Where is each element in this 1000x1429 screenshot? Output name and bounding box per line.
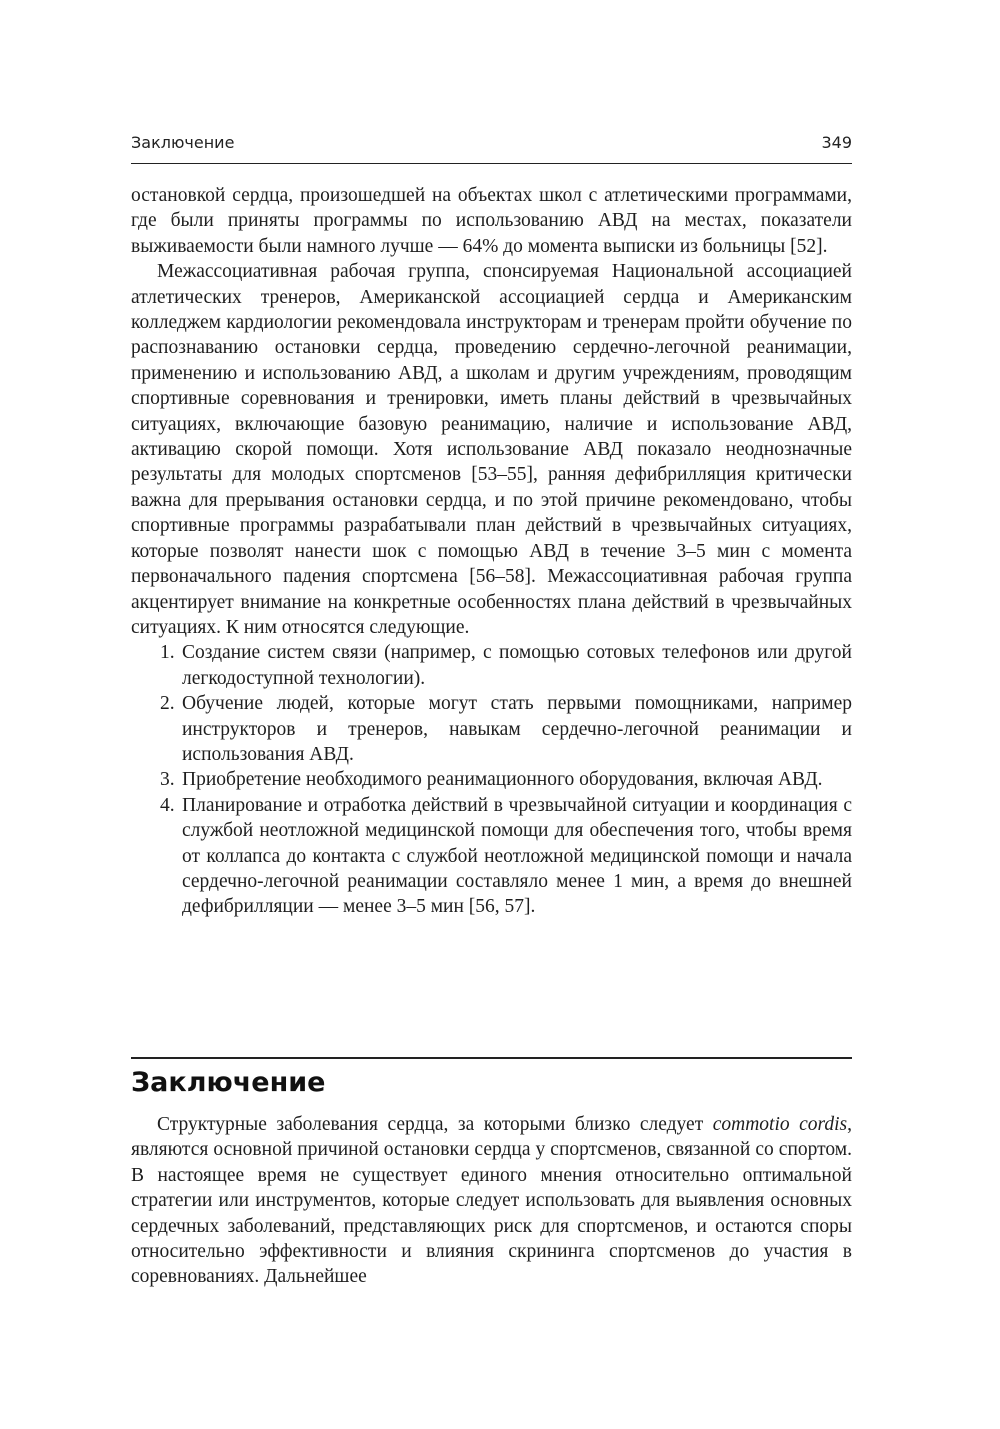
list-item-text: Создание систем связи (например, с помощью сотовых телефонов или другой легкодоступной технологии).: [182, 642, 852, 689]
list-item-number: 1.: [160, 642, 175, 664]
emergency-plan-list: [131, 640, 852, 919]
list-item: [131, 793, 852, 920]
list-item: [131, 767, 852, 792]
section-heading: Заключение: [131, 1067, 326, 1098]
header-divider: [131, 163, 852, 164]
list-item-number: 3.: [160, 769, 175, 791]
conclusion-rest: , являются основной причиной остановки сердца у спортсменов, связанной со спортом. В настоящее время не существует единого мнения относительно оптимальной стратегии или инструментов, которые следует использовать для выявления основных сердечных заболеваний, представляющих риск для спортсменов, и остаются споры относительно эффективности и влияния скрининга спортсменов до участия в соревнованиях. Дальнейшее: [131, 1114, 852, 1288]
list-item-number: 2.: [160, 693, 175, 715]
section-divider: [131, 1057, 852, 1059]
conclusion-paragraph: [131, 1112, 852, 1290]
list-item-text: Планирование и отработка действий в чрезвычайной ситуации и координация с службой неотложной медицинской помощи для обеспечения того, чтобы время от коллапса до контакта с службой неотложной медицинской помощи и начала сердечно-легочной реанимации составляло менее 1 мин, а время до внешней дефибрилляции — менее 3–5 мин [56, 57].: [182, 794, 852, 918]
list-item-text: Приобретение необходимого реанимационного оборудования, включая АВД.: [182, 769, 823, 791]
list-item-number: 4.: [160, 794, 175, 816]
paragraph-task-force: Межассоциативная рабочая группа, спонсируемая Национальной ассоциацией атлетических тренеров, Американской ассоциацией сердца и Американским колледжем кардиологии рекомендовала инструкторам и тренерам пройти обучение по распознаванию остановки сердца, проведению сердечно-легочной реанимации, применению и использованию АВД, а школам и другим учреждениям, проводящим спортивные соревнования и тренировки, иметь планы действий в чрезвычайных ситуациях, включающие базовую реанимацию, наличие и использование АВД, активацию скорой помощи. Хотя использование АВД показало неоднозначные результаты для молодых спортсменов [53–55], ранняя дефибрилляция критически важна для прерывания остановки сердца, и по этой причине рекомендовано, чтобы спортивные программы разрабатывали план действий в чрезвычайных ситуациях, которые позволят нанести шок с помощью АВД в течение 3–5 мин с момента первоначального падения спортсмена [56–58]. Межассоциативная рабочая группа акцентирует внимание на конкретные особенностях плана действий в чрезвычайных ситуациях. К ним относятся следующие.: [131, 261, 852, 638]
list-item-text: Обучение людей, которые могут стать первыми помощниками, например инструкторов и тренеров, навыкам сердечно-легочной реанимации и использования АВД.: [182, 693, 852, 765]
running-head-title: Заключение: [131, 133, 235, 152]
continued-paragraph: остановкой сердца, произошедшей на объектах школ с атлетическими программами, где были приняты программы по использованию АВД на местах, показатели выживаемости были намного лучше — 64% до момента выписки из больницы [52].: [131, 185, 852, 257]
main-text: [131, 183, 852, 920]
page-number: 349: [821, 133, 852, 152]
conclusion-italic-term: commotio cordis: [712, 1114, 848, 1135]
list-item: [131, 691, 852, 767]
list-item: [131, 640, 852, 691]
conclusion-text: [131, 1112, 852, 1290]
conclusion-intro: Структурные заболевания сердца, за которыми близко следует: [157, 1114, 704, 1135]
